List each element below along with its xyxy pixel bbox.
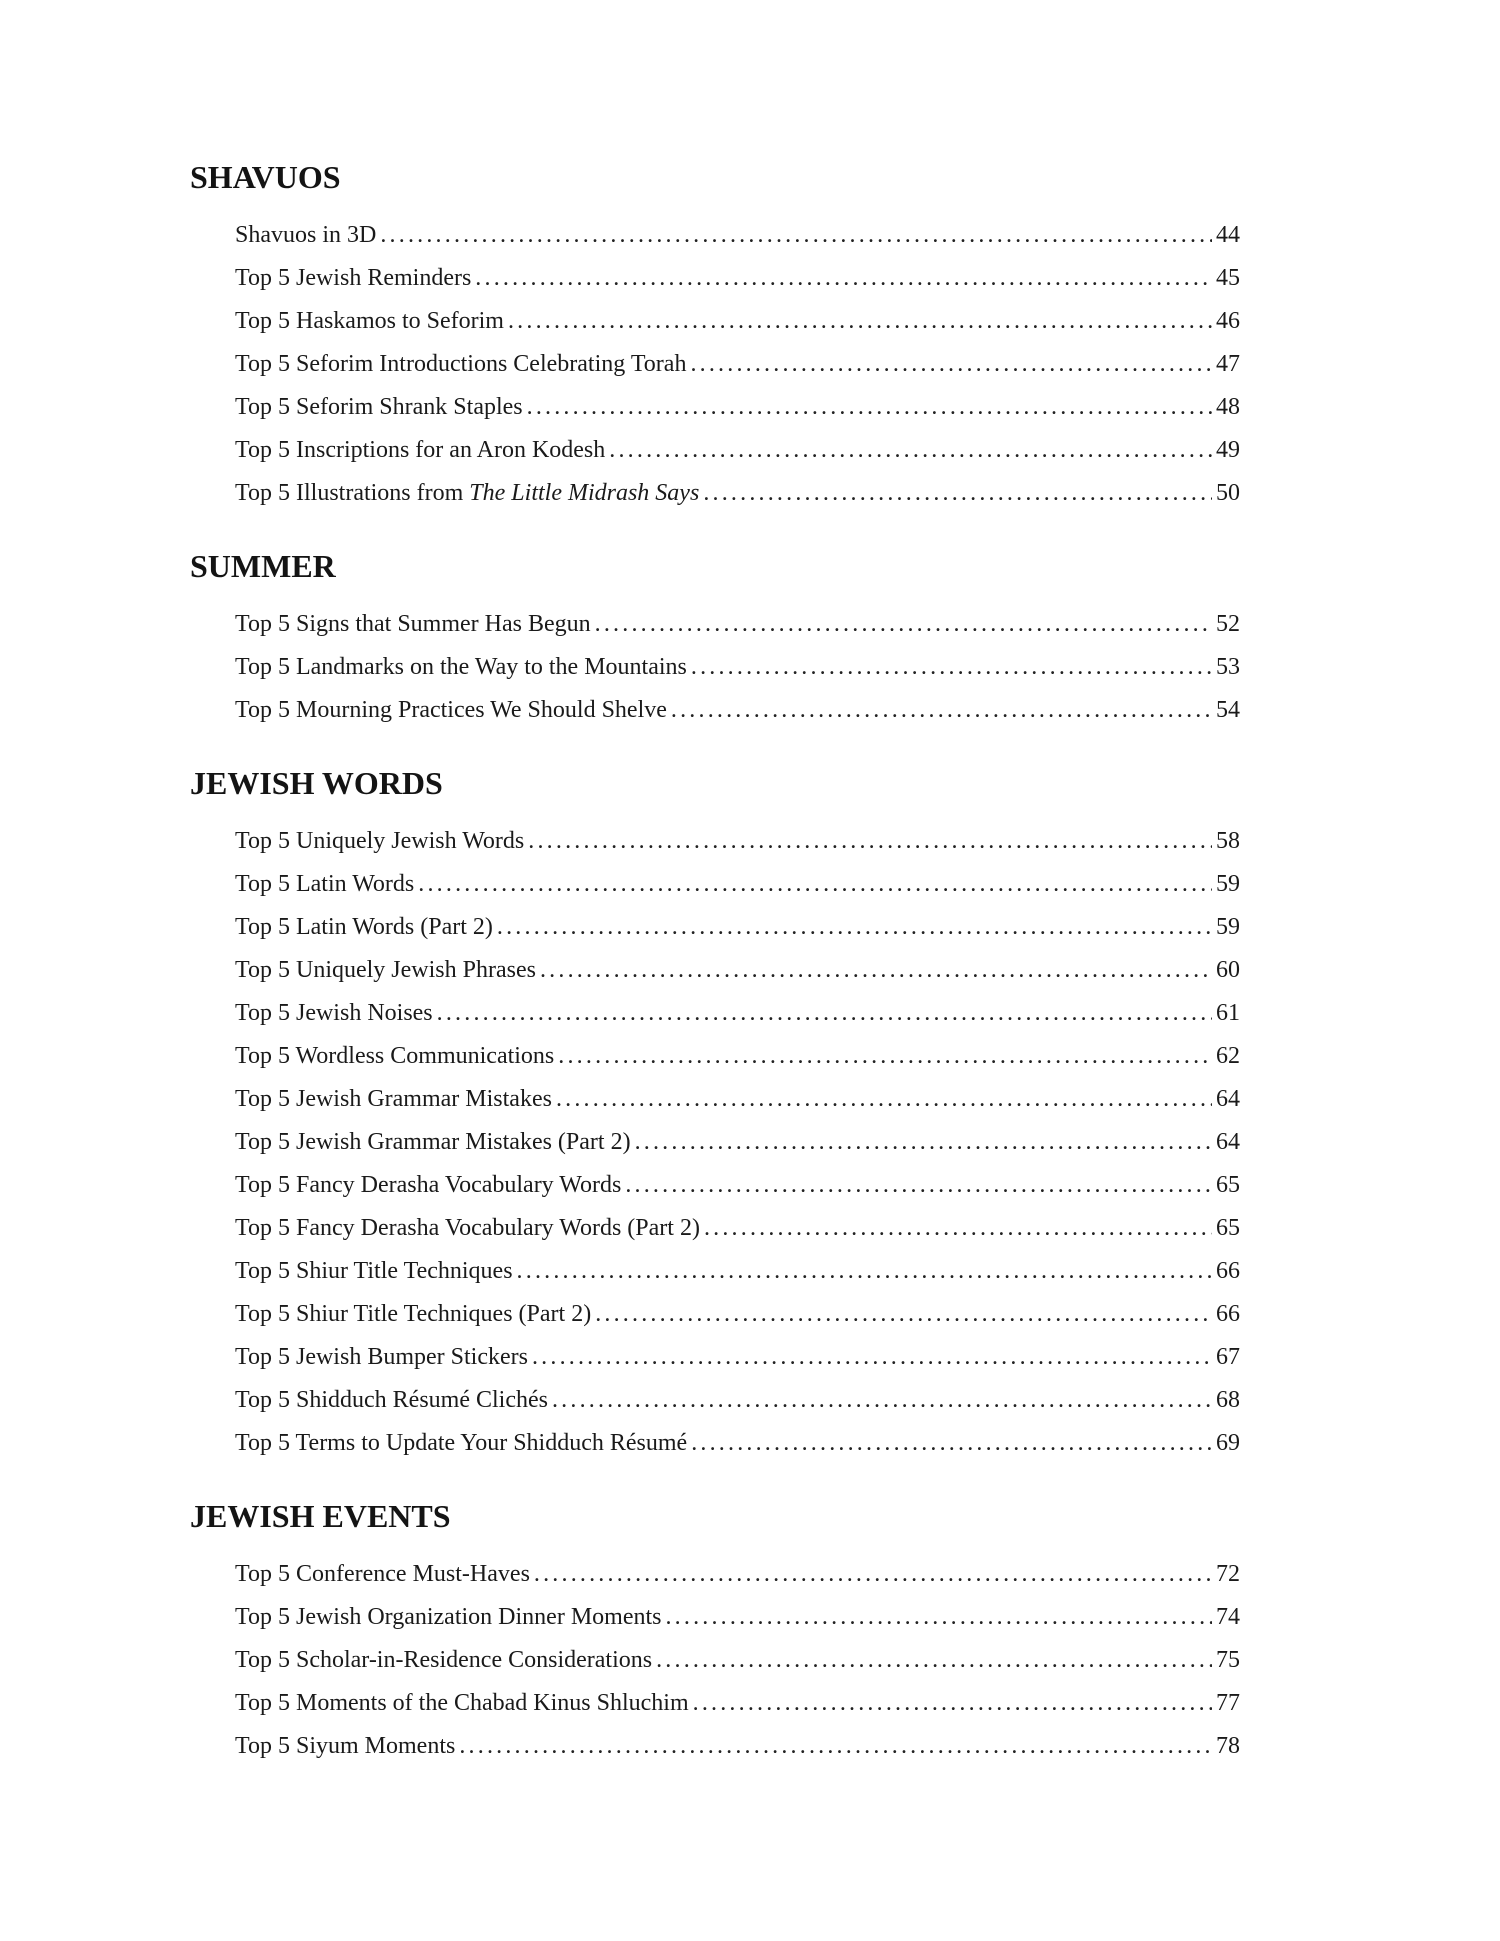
toc-entry [235, 1379, 1240, 1422]
toc-entry [235, 1035, 1240, 1078]
entry-title [235, 1078, 552, 1121]
dot-leader [475, 257, 1212, 300]
dot-leader [534, 1553, 1212, 1596]
entry-title-text: Top 5 Scholar-in-Residence Considerations [235, 1647, 653, 1673]
entry-title [235, 1553, 530, 1596]
entry-title [235, 1682, 689, 1725]
page-number: 54 [1216, 697, 1240, 723]
page-number: 59 [1216, 914, 1240, 940]
dot-leader [703, 472, 1212, 515]
page-number: 77 [1216, 1690, 1240, 1716]
page-number: 47 [1216, 351, 1240, 377]
dot-leader [704, 1207, 1212, 1250]
page-number: 66 [1216, 1301, 1240, 1327]
section-jewish-words [190, 763, 1240, 1465]
entry-title-text: Top 5 Shiur Title Techniques (Part 2) [235, 1301, 592, 1327]
toc-entry [235, 1725, 1240, 1768]
entry-title-text: Top 5 Illustrations from [235, 480, 470, 506]
page-number: 74 [1216, 1604, 1240, 1630]
page-number: 46 [1216, 308, 1240, 334]
entry-title-text: Top 5 Mourning Practices We Should Shelve [235, 697, 667, 723]
page-number: 64 [1216, 1129, 1240, 1155]
entry-title-text: Top 5 Shidduch Résumé Clichés [235, 1387, 548, 1413]
toc-entry [235, 257, 1240, 300]
entry-title-text: Top 5 Fancy Derasha Vocabulary Words [235, 1172, 622, 1198]
toc-entry [235, 1164, 1240, 1207]
page-number: 45 [1216, 265, 1240, 291]
entry-title [235, 906, 493, 949]
entry-title-text: Shavuos in 3D [235, 222, 377, 248]
entry-list [190, 1553, 1240, 1768]
entry-title-text: Top 5 Uniquely Jewish Phrases [235, 957, 536, 983]
page-number: 48 [1216, 394, 1240, 420]
page-number: 53 [1216, 654, 1240, 680]
entry-title [235, 257, 471, 300]
dot-leader [532, 1336, 1212, 1379]
toc-entry [235, 300, 1240, 343]
toc-entry [235, 1250, 1240, 1293]
entry-title-text: Top 5 Jewish Grammar Mistakes (Part 2) [235, 1129, 631, 1155]
entry-title-text: Top 5 Jewish Reminders [235, 265, 472, 291]
page-number: 61 [1216, 1000, 1240, 1026]
entry-title-text: Top 5 Terms to Update Your Shidduch Résumé [235, 1430, 688, 1456]
page-number: 60 [1216, 957, 1240, 983]
entry-title [235, 1164, 621, 1207]
entry-title-text: Top 5 Shiur Title Techniques [235, 1258, 513, 1284]
toc-entry [235, 1293, 1240, 1336]
dot-leader [656, 1639, 1212, 1682]
entry-title [235, 1207, 700, 1250]
dot-leader [635, 1121, 1212, 1164]
page-number: 64 [1216, 1086, 1240, 1112]
page-number: 44 [1216, 222, 1240, 248]
toc-entry [235, 820, 1240, 863]
entry-title [235, 429, 605, 472]
entry-title-text: Top 5 Seforim Introductions Celebrating Torah [235, 351, 687, 377]
toc-entry [235, 603, 1240, 646]
page-number: 72 [1216, 1561, 1240, 1587]
toc-entry [235, 1121, 1240, 1164]
entry-title [235, 992, 433, 1035]
dot-leader [552, 1379, 1212, 1422]
dot-leader [380, 214, 1212, 257]
page-number: 49 [1216, 437, 1240, 463]
entry-title-text: Top 5 Landmarks on the Way to the Mountains [235, 654, 687, 680]
entry-title-text: Top 5 Fancy Derasha Vocabulary Words (Part 2) [235, 1215, 700, 1241]
section-summer [190, 546, 1240, 732]
entry-title [235, 343, 686, 386]
entry-title [235, 646, 687, 689]
page-number: 66 [1216, 1258, 1240, 1284]
entry-title-text: Top 5 Jewish Noises [235, 1000, 433, 1026]
dot-leader [556, 1078, 1212, 1121]
entry-list [190, 214, 1240, 515]
toc-entry [235, 386, 1240, 429]
page-number: 58 [1216, 828, 1240, 854]
entry-title-text: Top 5 Seforim Shrank Staples [235, 394, 523, 420]
dot-leader [625, 1164, 1212, 1207]
section-heading: SHAVUOS [190, 159, 341, 195]
entry-title-text: Top 5 Moments of the Chabad Kinus Shluchim [235, 1690, 689, 1716]
page-number: 52 [1216, 611, 1240, 637]
entry-title-text: Top 5 Latin Words (Part 2) [235, 914, 493, 940]
section-heading: JEWISH WORDS [190, 765, 443, 801]
page-number: 50 [1216, 480, 1240, 506]
dot-leader [690, 343, 1212, 386]
dot-leader [595, 1293, 1212, 1336]
toc-entry [235, 949, 1240, 992]
entry-title-text: Top 5 Conference Must-Haves [235, 1561, 530, 1587]
dot-leader [540, 949, 1212, 992]
entry-title [235, 1422, 687, 1465]
entry-title [235, 1725, 455, 1768]
dot-leader [671, 689, 1212, 732]
dot-leader [595, 603, 1212, 646]
toc-entry [235, 214, 1240, 257]
entry-title-text: Top 5 Jewish Organization Dinner Moments [235, 1604, 662, 1630]
entry-title [235, 603, 591, 646]
entry-list [190, 603, 1240, 732]
entry-title [235, 1121, 631, 1164]
entry-title [235, 472, 699, 515]
section-heading: JEWISH EVENTS [190, 1498, 451, 1534]
entry-title [235, 1035, 554, 1078]
toc-entry [235, 1078, 1240, 1121]
table-of-contents [190, 157, 1240, 1768]
dot-leader [418, 863, 1212, 906]
toc-entry [235, 992, 1240, 1035]
toc-entry [235, 1682, 1240, 1725]
entry-title-text: Top 5 Jewish Bumper Stickers [235, 1344, 528, 1370]
page-number: 67 [1216, 1344, 1240, 1370]
toc-entry [235, 343, 1240, 386]
entry-title-text: Top 5 Signs that Summer Has Begun [235, 611, 591, 637]
dot-leader [609, 429, 1212, 472]
entry-title-text: Top 5 Latin Words [235, 871, 415, 897]
dot-leader [691, 646, 1212, 689]
section-heading: SUMMER [190, 548, 336, 584]
toc-entry [235, 1639, 1240, 1682]
dot-leader [437, 992, 1212, 1035]
entry-title [235, 1379, 548, 1422]
entry-title [235, 863, 414, 906]
dot-leader [459, 1725, 1212, 1768]
entry-title-text: Top 5 Jewish Grammar Mistakes [235, 1086, 552, 1112]
page-number: 78 [1216, 1733, 1240, 1759]
entry-title-text: Top 5 Haskamos to Seforim [235, 308, 504, 334]
entry-title [235, 300, 504, 343]
dot-leader [528, 820, 1212, 863]
entry-title [235, 1639, 652, 1682]
dot-leader [693, 1682, 1212, 1725]
entry-title-text: Top 5 Uniquely Jewish Words [235, 828, 525, 854]
entry-title-text: Top 5 Siyum Moments [235, 1733, 456, 1759]
toc-entry [235, 1553, 1240, 1596]
section-shavuos [190, 157, 1240, 515]
entry-title-italic: The Little Midrash Says [469, 480, 700, 506]
page-number: 65 [1216, 1172, 1240, 1198]
entry-title [235, 1596, 661, 1639]
entry-title-text: Top 5 Inscriptions for an Aron Kodesh [235, 437, 606, 463]
dot-leader [508, 300, 1212, 343]
entry-list [190, 820, 1240, 1465]
toc-entry [235, 1336, 1240, 1379]
page-number: 59 [1216, 871, 1240, 897]
toc-entry [235, 429, 1240, 472]
entry-title [235, 1293, 591, 1336]
page-number: 62 [1216, 1043, 1240, 1069]
toc-entry [235, 906, 1240, 949]
toc-entry [235, 1207, 1240, 1250]
page-number: 68 [1216, 1387, 1240, 1413]
dot-leader [517, 1250, 1212, 1293]
toc-entry [235, 646, 1240, 689]
dot-leader [497, 906, 1212, 949]
toc-entry [235, 863, 1240, 906]
dot-leader [558, 1035, 1212, 1078]
toc-entry [235, 1596, 1240, 1639]
entry-title [235, 1336, 528, 1379]
dot-leader [691, 1422, 1212, 1465]
page-number: 65 [1216, 1215, 1240, 1241]
dot-leader [665, 1596, 1212, 1639]
dot-leader [527, 386, 1212, 429]
entry-title [235, 689, 667, 732]
toc-entry [235, 1422, 1240, 1465]
entry-title [235, 214, 376, 257]
entry-title-text: Top 5 Wordless Communications [235, 1043, 555, 1069]
entry-title [235, 386, 523, 429]
page-number: 75 [1216, 1647, 1240, 1673]
entry-title [235, 820, 524, 863]
page-number: 69 [1216, 1430, 1240, 1456]
section-jewish-events [190, 1496, 1240, 1768]
toc-entry [235, 472, 1240, 515]
toc-entry [235, 689, 1240, 732]
entry-title [235, 949, 536, 992]
entry-title [235, 1250, 513, 1293]
